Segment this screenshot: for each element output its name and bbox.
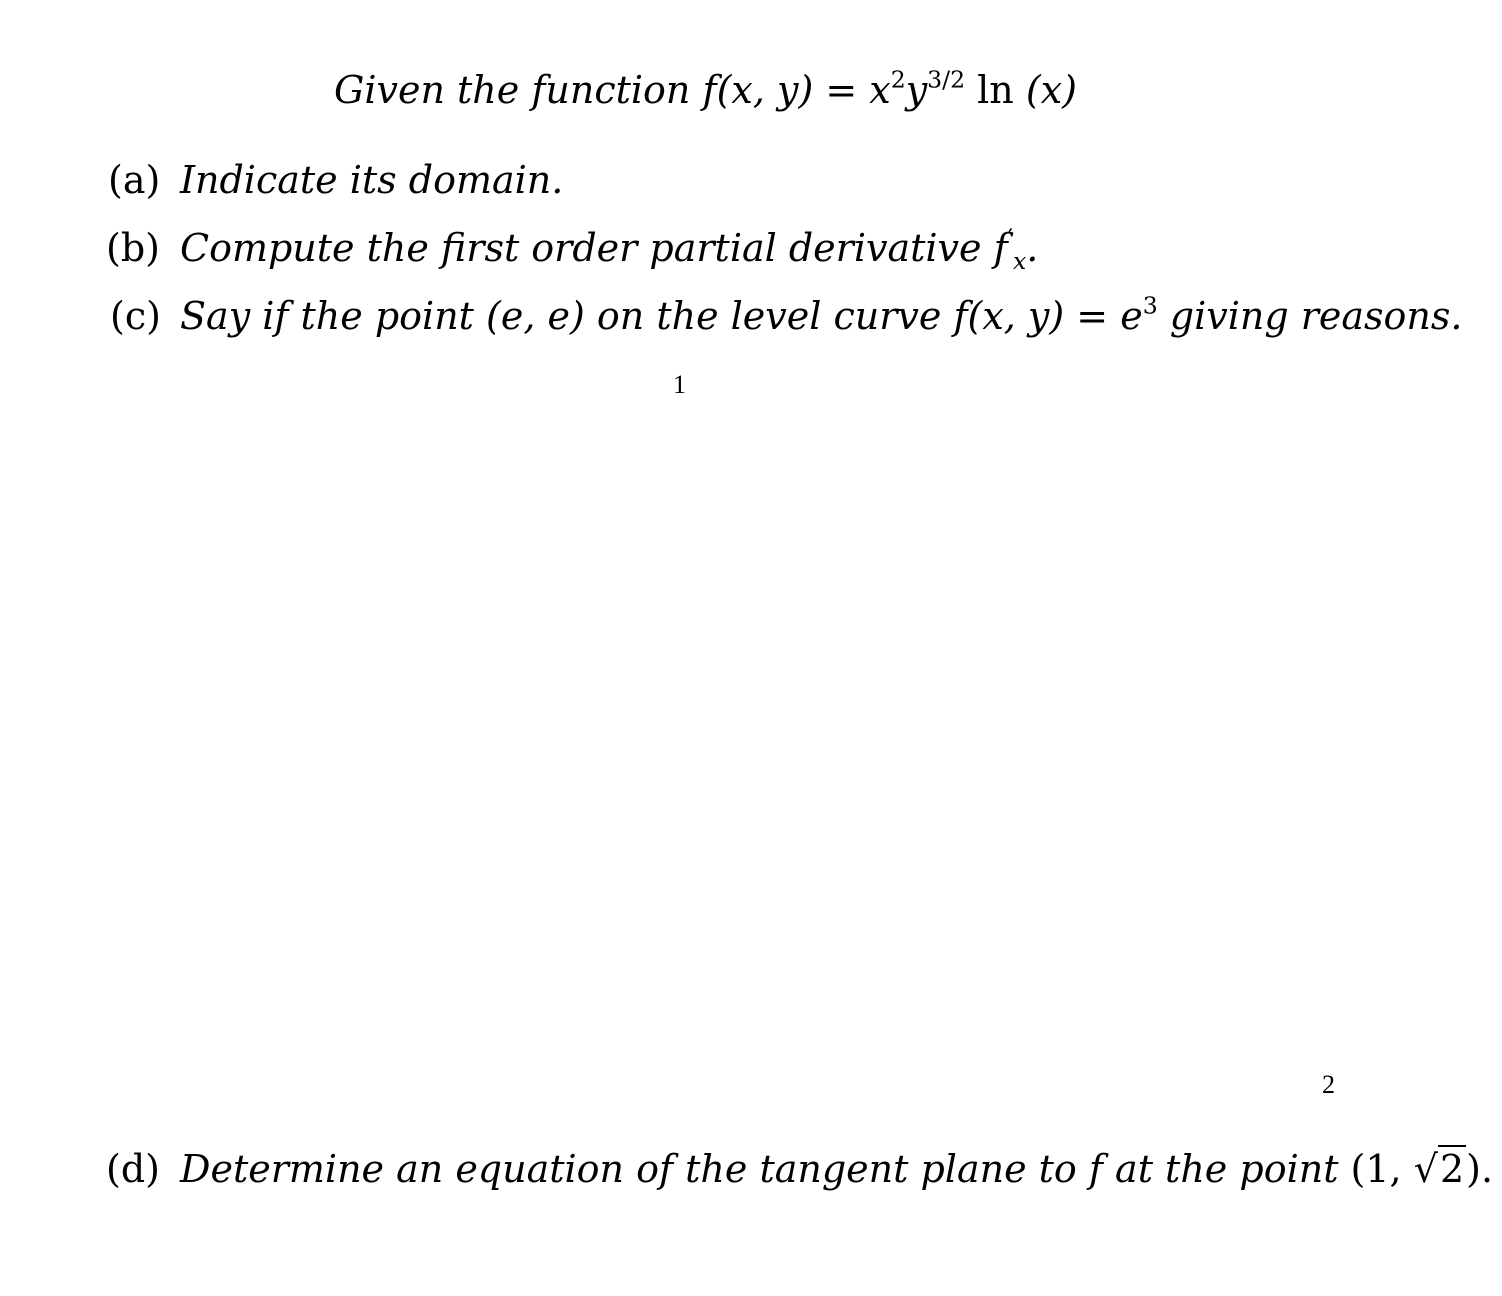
function-base-x: x <box>869 68 891 112</box>
question-c-text-mid: on the level curve <box>584 294 954 338</box>
question-c-exponent: 3 <box>1142 291 1158 320</box>
question-d-label: (d) <box>106 1147 160 1191</box>
function-lhs: f(x, y) = <box>702 68 870 112</box>
question-d-point-close: ). <box>1466 1147 1494 1191</box>
question-c-point: (e, e) <box>486 294 585 338</box>
function-arg: (x) <box>1013 68 1077 112</box>
question-b-text-line <box>180 223 1039 276</box>
question-c-curve: f(x, y) = e <box>953 294 1143 338</box>
question-b-subscript: x <box>1013 247 1027 276</box>
sqrt-icon <box>1414 1145 1466 1193</box>
question-a-label: (a) <box>108 158 161 202</box>
function-exp-x: 2 <box>890 65 906 94</box>
question-c-text-line <box>180 292 1463 340</box>
question-b-label: (b) <box>106 226 160 270</box>
question-c-text-after: giving reasons. <box>1157 294 1463 338</box>
problem-statement <box>334 66 1077 114</box>
question-d-point-open: (1, <box>1350 1147 1414 1191</box>
page-number-2: 2 <box>1322 1070 1335 1099</box>
sqrt-symbol: √ <box>1413 1147 1438 1191</box>
function-exp-y: 3/2 <box>927 65 966 94</box>
function-ln: ln <box>965 68 1014 112</box>
question-b-text: Compute the first order partial derivative f <box>180 226 1008 270</box>
question-d-text-line <box>180 1145 1493 1193</box>
page-number-1: 1 <box>673 370 686 399</box>
sqrt-radicand: 2 <box>1439 1147 1465 1191</box>
question-d-f: f <box>1088 1147 1103 1191</box>
question-c-label: (c) <box>110 294 161 338</box>
question-b-end: . <box>1026 226 1039 270</box>
function-base-y: y <box>905 68 928 112</box>
question-a-text: Indicate its domain. <box>180 158 564 202</box>
question-d-text-before: Determine an equation of the tangent plane to <box>180 1147 1089 1191</box>
question-b-prime: ′ <box>1007 223 1013 252</box>
question-c-text-before: Say if the point <box>180 294 487 338</box>
question-d-text-mid: at the point <box>1102 1147 1351 1191</box>
problem-intro: Given the function <box>334 68 691 112</box>
